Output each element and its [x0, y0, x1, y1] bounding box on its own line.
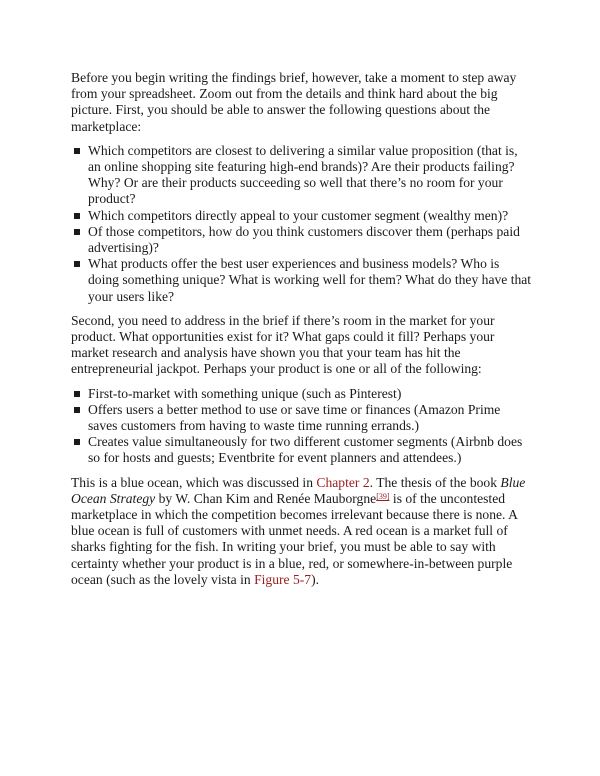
list-item: First-to-market with something unique (such as Pinterest) [71, 386, 533, 402]
list-item: What products offer the best user experiences and business models? Who is doing something unique? What is working well for them? What do they have that your users like? [71, 256, 533, 305]
list-item: Creates value simultaneously for two different customer segments (Airbnb does so for hosts and guests; Eventbrite for event planners and attendees.) [71, 434, 533, 466]
chapter-2-link[interactable]: Chapter 2 [316, 474, 370, 490]
square-bullet-icon [74, 229, 80, 235]
square-bullet-icon [74, 213, 80, 219]
list-item: Which competitors are closest to delivering a similar value proposition (that is, an online shopping site featuring high-end brands)? Are their products failing? Why? Or are their products succeeding so well that there’s no room for your product? [71, 143, 533, 208]
second-paragraph: Second, you need to address in the brief if there’s room in the market for your product. What opportunities exist for it? What gaps could it fill? Perhaps your market research and analysis have shown you that your team has hit the entrepreneurial jackpot. Perhaps your product is one or all of the following: [71, 312, 495, 377]
third-paragraph: This is a blue ocean, which was discussed in Chapter 2. The thesis of the book Blue Ocean Strategy by W. Chan Kim and Renée Mauborgne[39] is of the uncontested marketplace in which the competition becomes irrelevant because there is none. A blue ocean is full of customers with unmet needs. A red ocean is a market full of sharks fighting for the fish. In writing your brief, you must be able to say with certainty whether your product is in a blue, red, or somewhere-in-between purple ocean (such as the lovely vista in Figure 5-7). [71, 474, 526, 587]
square-bullet-icon [74, 391, 80, 397]
square-bullet-icon [74, 407, 80, 413]
intro-paragraph: Before you begin writing the findings brief, however, take a moment to step away from your spreadsheet. Zoom out from the details and think hard about the big picture. First, you should be able to answer the following questions about the marketplace: [71, 70, 517, 134]
list-item: Which competitors directly appeal to your customer segment (wealthy men)? [71, 208, 533, 224]
list-item: Offers users a better method to use or save time or finances (Amazon Prime saves customers from having to waste time running errands.) [71, 402, 533, 434]
list-item: Of those competitors, how do you think customers discover them (perhaps paid advertising)? [71, 224, 533, 256]
square-bullet-icon [74, 261, 80, 267]
document-body [71, 70, 533, 596]
footnote-ref [376, 492, 389, 501]
figure-5-7-link[interactable]: Figure 5-7 [254, 571, 312, 587]
questions-list [71, 143, 533, 305]
book-title: Blue Ocean Strategy [71, 474, 526, 506]
square-bullet-icon [74, 439, 80, 445]
options-list [71, 386, 533, 467]
square-bullet-icon [74, 148, 80, 154]
footnote-39-link[interactable]: [39] [376, 491, 390, 501]
